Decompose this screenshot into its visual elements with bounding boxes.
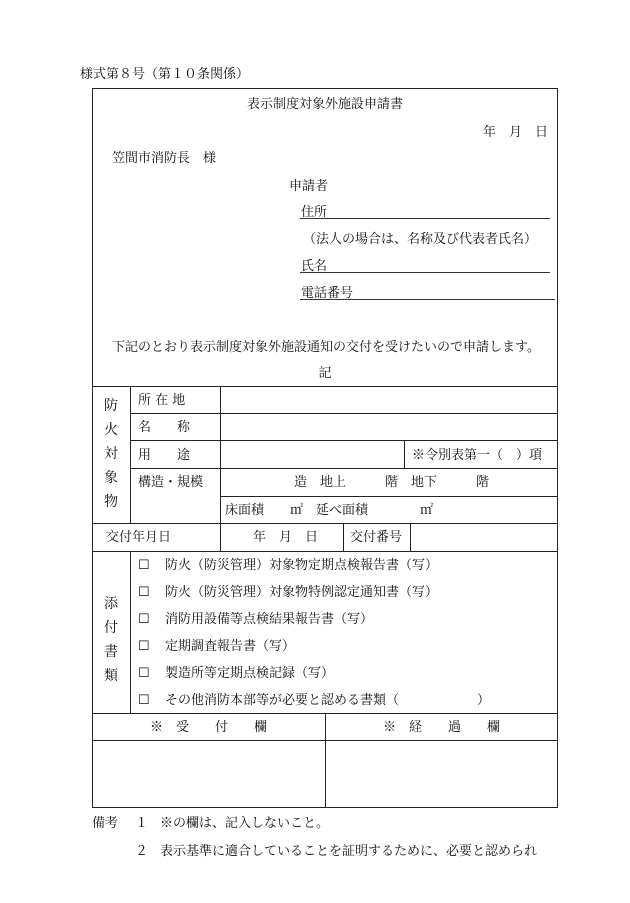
remark-text: 表示基準に適合していることを証明するために、必要と認められ [160,844,538,859]
divider [404,440,405,468]
issue-date-value[interactable]: 年 月 日 [253,530,319,545]
addressee: 笠間市消防長 様 [112,151,217,166]
attachment-item: 防火（防災管理）対象物定期点検報告書（写） [165,558,439,573]
divider [130,386,131,523]
corporation-note: （法人の場合は、名称及び代表者氏名） [303,232,538,247]
location-field[interactable] [222,389,557,412]
attachment-checkbox[interactable]: ☐ [138,558,150,573]
form-title: 表示制度対象外施設申請書 [246,97,403,112]
attachment-checkbox[interactable]: ☐ [138,612,150,627]
divider [130,440,558,441]
usage-note: ※令別表第一（ ）項 [412,448,543,463]
divider [410,523,411,551]
divider [92,551,558,552]
applicant-label: 申請者 [289,179,329,194]
divider [130,551,131,713]
divider [130,413,558,414]
ki-heading: 記 [318,366,332,381]
divider [130,468,558,469]
attachment-item: 定期調査報告書（写） [165,639,296,654]
issue-number-field[interactable] [412,526,557,549]
divider [220,496,558,497]
remarks-label: 備考 [92,816,119,831]
attachment-item: 消防用設備等点検結果報告書（写） [165,612,374,627]
attachment-item: 防火（防災管理）対象物特例認定通知書（写） [165,585,439,600]
issue-number-label: 交付番号 [350,530,403,545]
address-label: 住所 [301,205,328,220]
name-label: 氏名 [301,259,328,274]
remark-number: ２ [135,844,149,859]
issue-date-label: 交付年月日 [106,530,172,545]
reception-box [93,741,324,807]
progress-label: ※ 経 過 欄 [382,720,500,735]
name-field[interactable] [300,272,550,273]
divider [92,386,558,387]
object-name-field[interactable] [222,416,557,439]
attachment-item: 製造所等定期点検記録（写） [165,666,335,681]
form-number: 様式第８号（第１０条関係） [80,67,250,82]
usage-label: 用 途 [138,448,191,463]
attachment-checkbox[interactable]: ☐ [138,693,150,708]
attachment-item: その他消防本部等が必要と認める書類（ ） [165,693,491,708]
remark-text: ※の欄は、記入しないこと。 [160,816,330,831]
attachment-checkbox[interactable]: ☐ [138,666,150,681]
usage-field[interactable] [222,443,402,466]
remark-number: １ [135,816,149,831]
divider [343,523,344,551]
progress-box [326,741,557,807]
reception-label: ※ 受 付 欄 [149,720,267,735]
name-object-label: 名 称 [138,420,191,435]
structure-label: 構造・規模 [138,475,204,490]
location-label: 所 在 地 [138,393,186,408]
area-line[interactable]: 床面積 ㎡ 延べ面積 ㎡ [225,503,434,518]
application-date[interactable]: 年 月 日 [482,125,548,140]
structure-line[interactable]: 造 地上 階 地下 階 [294,475,490,490]
fire-object-section-label: 防 火 対 象 物 [104,398,118,510]
request-text: 下記のとおり表示制度対象外施設通知の交付を受けたいので申請します。 [112,340,540,355]
divider [92,523,558,524]
attachment-checkbox[interactable]: ☐ [138,585,150,600]
attachments-section-label: 添 付 書 類 [104,596,118,684]
phone-field[interactable] [300,299,555,300]
attachment-checkbox[interactable]: ☐ [138,639,150,654]
phone-label: 電話番号 [301,286,354,301]
divider [220,386,221,551]
address-field[interactable] [300,218,550,219]
